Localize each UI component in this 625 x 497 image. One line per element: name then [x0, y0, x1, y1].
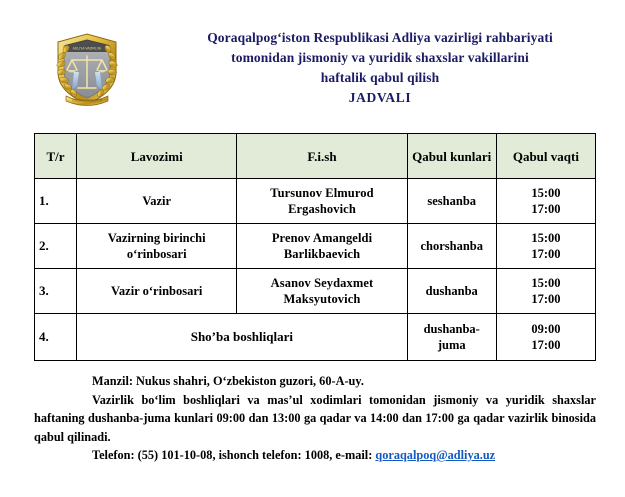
table-header-row	[35, 134, 596, 179]
row-fullname: Prenov Amangeldi Barlikbaevich	[237, 224, 407, 269]
row-reception-days: chorshanba	[407, 224, 496, 269]
row-reception-time	[496, 269, 595, 314]
contact-note	[34, 446, 596, 465]
table-row	[35, 179, 596, 224]
row-fullname: Tursunov Elmurod Ergashovich	[237, 179, 407, 224]
row-position: Vazirning birinchi o‘rinbosari	[77, 224, 237, 269]
row-reception-days: seshanba	[407, 179, 496, 224]
time-from: 15:00	[531, 231, 561, 245]
row-position: Vazir	[77, 179, 237, 224]
schedule-table	[34, 133, 596, 361]
ministry-of-justice-emblem-icon	[48, 26, 126, 110]
reception-note: Vazirlik bo‘lim boshliqlari va mas’ul xodimlari tomonidan jismoniy va yuridik shaxslar haftaning dushanba-juma kunlari 09:00 dan 13:00 ga qadar va 14:00 dan 17:00 ga qadar vazirlik binosida qabul qilinadi.	[34, 392, 596, 444]
row-reception-time	[496, 179, 595, 224]
time-to: 17:00	[531, 247, 561, 261]
row-position: Vazir o‘rinbosari	[77, 269, 237, 314]
time-to: 17:00	[531, 292, 561, 306]
time-to: 17:00	[531, 338, 561, 352]
row-merged-label: Sho’ba boshliqlari	[77, 314, 408, 361]
title-line-2: tomonidan jismoniy va yuridik shaxslar vakillarini	[231, 50, 529, 65]
row-number: 4.	[35, 314, 77, 361]
table-row	[35, 269, 596, 314]
time-from: 15:00	[531, 276, 561, 290]
footer-notes	[34, 372, 596, 465]
schedule-table-container	[34, 133, 596, 361]
title-line-4: JADVALI	[348, 90, 412, 105]
column-header-days: Qabul kunlari	[407, 134, 496, 179]
document-header	[0, 0, 625, 112]
title-line-3: haftalik qabul qilish	[320, 70, 440, 85]
email-link[interactable]: qoraqalpoq@adliya.uz	[375, 448, 496, 462]
contact-prefix: Telefon: (55) 101-10-08, ishonch telefon: 1008, e-mail:	[92, 448, 376, 462]
column-header-time: Qabul vaqti	[496, 134, 595, 179]
row-number: 3.	[35, 269, 77, 314]
row-reception-days: dushanba-juma	[407, 314, 496, 361]
time-from: 09:00	[531, 322, 561, 336]
title-line-1: Qoraqalpog‘iston Respublikasi Adliya vazirligi rahbariyati	[207, 30, 553, 45]
column-header-tr: T/r	[35, 134, 77, 179]
column-header-position: Lavozimi	[77, 134, 237, 179]
row-number: 2.	[35, 224, 77, 269]
page-title	[140, 28, 620, 108]
svg-text:ADLIYA VAZIRLIGI: ADLIYA VAZIRLIGI	[72, 46, 102, 51]
time-to: 17:00	[531, 202, 561, 216]
row-reception-time	[496, 224, 595, 269]
time-from: 15:00	[531, 186, 561, 200]
row-reception-days: dushanba	[407, 269, 496, 314]
table-row	[35, 224, 596, 269]
row-number: 1.	[35, 179, 77, 224]
address-note: Manzil: Nukus shahri, O‘zbekiston guzori, 60-A-uy.	[92, 374, 364, 388]
row-fullname: Asanov Seydaxmet Maksyutovich	[237, 269, 407, 314]
row-reception-time	[496, 314, 595, 361]
column-header-name: F.i.sh	[237, 134, 407, 179]
svg-text:O\u2018ZBEKISTON: O\u2018ZBEKISTON	[71, 98, 103, 103]
table-row	[35, 314, 596, 361]
